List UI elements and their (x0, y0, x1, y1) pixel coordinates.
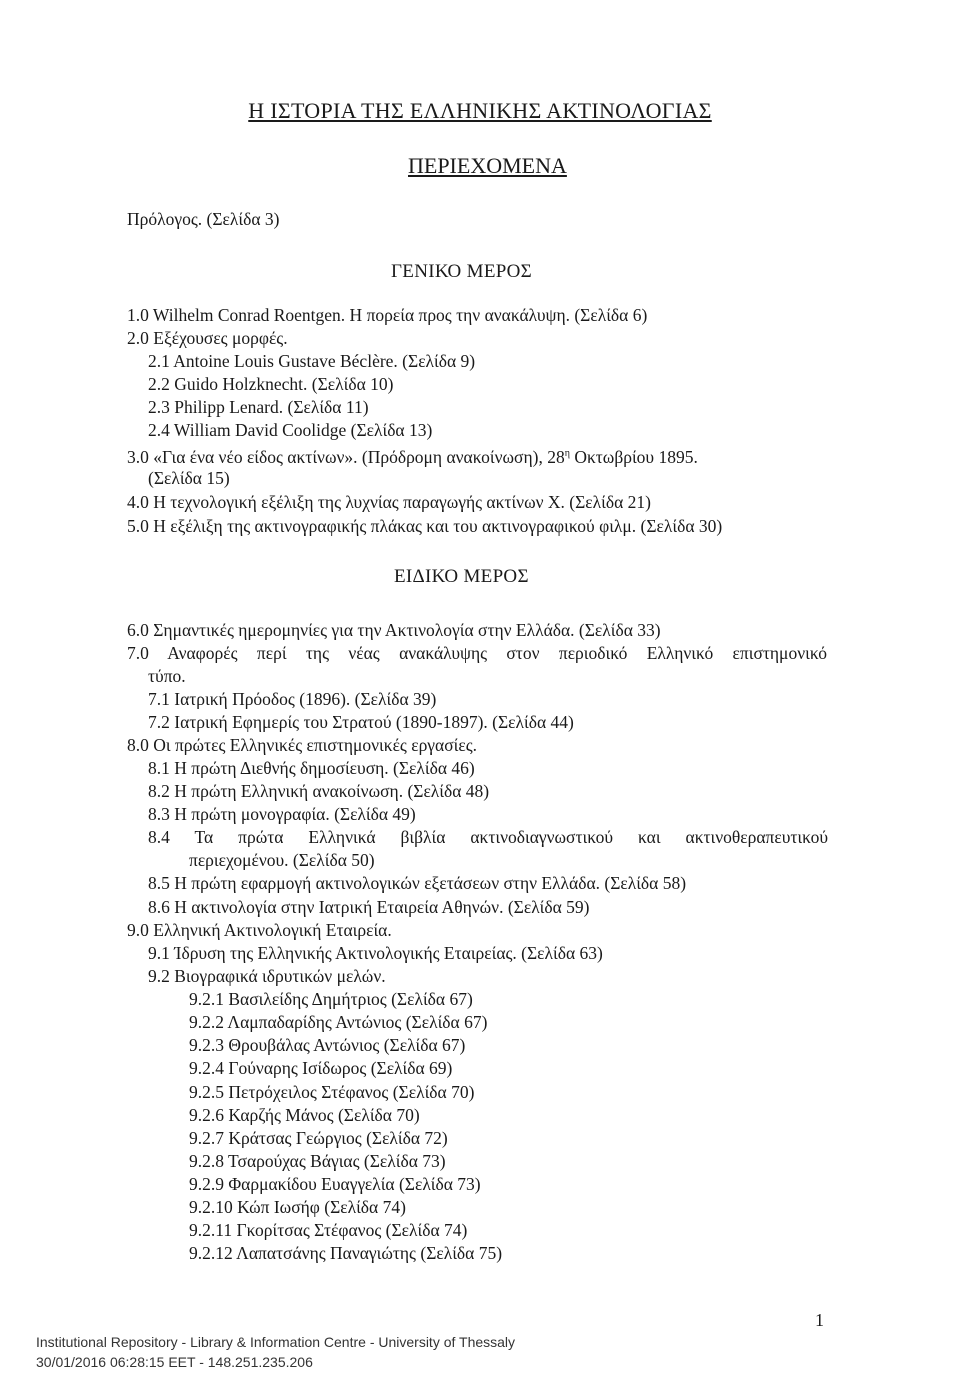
toc-entry: 9.2.5 Πετρόχειλος Στέφανος (Σελίδα 70) (189, 1082, 475, 1102)
toc-entry: 7.0 Αναφορές περί της νέας ανακάλυψης στον περιοδικό Ελληνικό επιστημονικό (127, 643, 827, 663)
toc-entry (127, 443, 698, 468)
toc-entry: 2.3 Philipp Lenard. (Σελίδα 11) (148, 397, 369, 417)
toc-entry: 9.0 Ελληνική Ακτινολογική Εταιρεία. (127, 920, 392, 940)
toc-entry: 2.2 Guido Holzknecht. (Σελίδα 10) (148, 374, 394, 394)
toc-entry: 9.1 Ίδρυση της Ελληνικής Ακτινολογικής Εταιρείας. (Σελίδα 63) (148, 943, 603, 963)
toc-entry: 9.2.1 Βασιλείδης Δημήτριος (Σελίδα 67) (189, 989, 473, 1009)
toc-entry: 4.0 Η τεχνολογική εξέλιξη της λυχνίας παραγωγής ακτίνων Χ. (Σελίδα 21) (127, 492, 651, 512)
footer-repository: Institutional Repository - Library & Information Centre - University of Thessaly (36, 1334, 516, 1350)
toc-entry-text: 3.0 «Για ένα νέο είδος ακτίνων». (Πρόδρομη ανακοίνωση), 28 (127, 446, 565, 467)
toc-entry: 7.2 Ιατρική Εφημερίς του Στρατού (1890-1897). (Σελίδα 44) (148, 712, 574, 732)
toc-entry: 9.2.10 Κώπ Ιωσήφ (Σελίδα 74) (189, 1197, 406, 1217)
toc-entry: 9.2.9 Φαρμακίδου Ευαγγελία (Σελίδα 73) (189, 1174, 481, 1194)
toc-entry: (Σελίδα 15) (148, 468, 230, 488)
toc-entry-text: Οκτωβρίου 1895. (569, 446, 698, 467)
toc-entry: 2.4 William David Coolidge (Σελίδα 13) (148, 420, 433, 440)
toc-entry: 8.3 Η πρώτη μονογραφία. (Σελίδα 49) (148, 804, 416, 824)
toc-entry: 7.1 Ιατρική Πρόοδος (1896). (Σελίδα 39) (148, 689, 437, 709)
toc-entry: περιεχομένου. (Σελίδα 50) (189, 850, 375, 870)
toc-entry: 9.2.12 Λαπατσάνης Παναγιώτης (Σελίδα 75) (189, 1243, 503, 1263)
toc-entry: 2.0 Εξέχουσες μορφές. (127, 328, 288, 348)
toc-entry: 8.1 Η πρώτη Διεθνής δημοσίευση. (Σελίδα 46) (148, 758, 475, 778)
toc-entry: 8.6 Η ακτινολογία στην Ιατρική Εταιρεία Αθηνών. (Σελίδα 59) (148, 897, 590, 917)
special-section-heading: ΕΙΔΙΚΟ ΜΕΡΟΣ (394, 566, 529, 587)
toc-entry: 8.2 Η πρώτη Ελληνική ανακοίνωση. (Σελίδα 48) (148, 781, 490, 801)
toc-entry: 9.2.3 Θρουβάλας Αντώνιος (Σελίδα 67) (189, 1035, 466, 1055)
toc-entry: τύπο. (148, 666, 186, 686)
toc-entry: 8.0 Οι πρώτες Ελληνικές επιστημονικές εργασίες. (127, 735, 478, 755)
toc-entry: 9.2 Βιογραφικά ιδρυτικών μελών. (148, 966, 386, 986)
page-number: 1 (815, 1310, 824, 1330)
toc-entry: 9.2.4 Γούναρης Ισίδωρος (Σελίδα 69) (189, 1058, 453, 1078)
toc-entry: 9.2.6 Καρζής Μάνος (Σελίδα 70) (189, 1105, 420, 1125)
toc-entry: 9.2.11 Γκορίτσας Στέφανος (Σελίδα 74) (189, 1220, 468, 1240)
toc-entry: 6.0 Σημαντικές ημερομηνίες για την Ακτινολογία στην Ελλάδα. (Σελίδα 33) (127, 620, 661, 640)
document-title: Η ΙΣΤΟΡΙΑ ΤΗΣ ΕΛΛΗΝΙΚΗΣ ΑΚΤΙΝΟΛΟΓΙΑΣ (248, 98, 712, 123)
toc-entry: 8.4 Τα πρώτα Ελληνικά βιβλία ακτινοδιαγνωστικού και ακτινοθεραπευτικού (148, 827, 828, 847)
toc-entry: 5.0 Η εξέλιξη της ακτινογραφικής πλάκας και του ακτινογραφικού φιλμ. (Σελίδα 30) (127, 516, 723, 536)
toc-entry: 9.2.7 Κράτσας Γεώργιος (Σελίδα 72) (189, 1128, 448, 1148)
toc-entry: 8.5 Η πρώτη εφαρμογή ακτινολογικών εξετάσεων στην Ελλάδα. (Σελίδα 58) (148, 873, 687, 893)
general-section-heading: ΓΕΝΙΚΟ ΜΕΡΟΣ (391, 261, 532, 282)
toc-entry: 2.1 Antoine Louis Gustave Béclère. (Σελίδα 9) (148, 351, 476, 371)
contents-heading: ΠΕΡΙΕΧΟΜΕΝΑ (408, 153, 567, 178)
superscript: η (564, 448, 570, 459)
toc-entry: 9.2.2 Λαμπαδαρίδης Αντώνιος (Σελίδα 67) (189, 1012, 488, 1032)
toc-entry: 1.0 Wilhelm Conrad Roentgen. Η πορεία προς την ανακάλυψη. (Σελίδα 6) (127, 305, 648, 325)
footer-timestamp: 30/01/2016 06:28:15 EET - 148.251.235.206 (36, 1354, 313, 1370)
prologue-entry: Πρόλογος. (Σελίδα 3) (127, 209, 280, 229)
toc-entry: 9.2.8 Τσαρούχας Βάγιας (Σελίδα 73) (189, 1151, 446, 1171)
